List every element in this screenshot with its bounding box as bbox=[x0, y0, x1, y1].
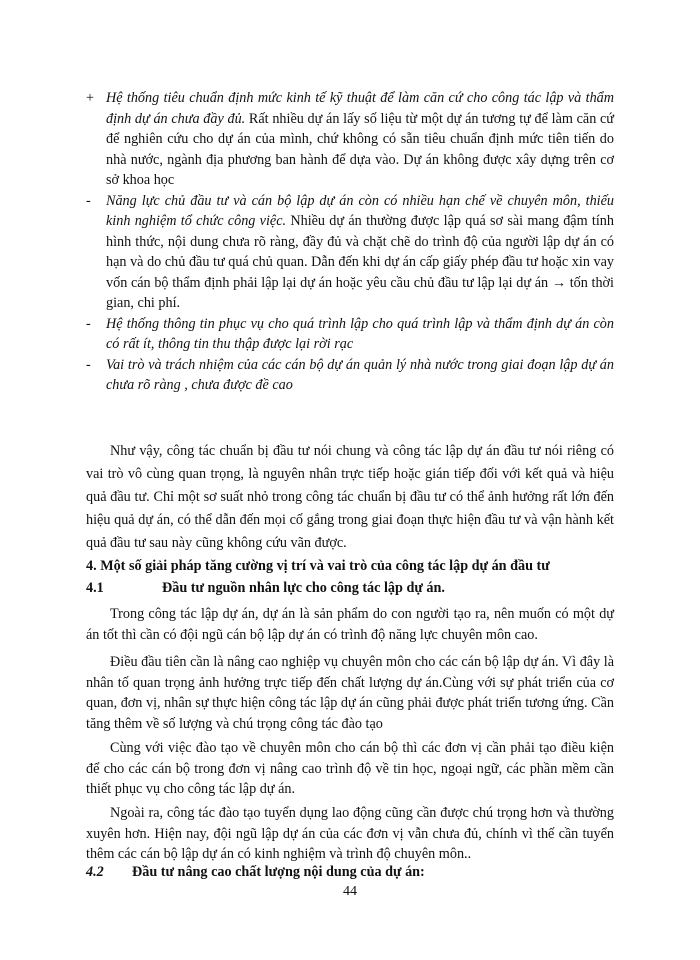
bullet-body-text: Rất nhiều dự án lấy số liệu từ một dự án tương tự để làm căn cứ để nghiên cứu cho dự án của mình, chứ không có sẵn tiêu chuẩn định mức tiên tiến do nhà nước, ngành địa phương ban hành để dựa vào. Dự án không được xây dựng trên cơ sở khoa học bbox=[106, 110, 614, 188]
bullet-body-text: Nhiều dự án thường được lập quá sơ sài mang đậm tính hình thức, nội dung chưa rõ ràng, đầy đủ và chặt chẽ do trình độ của người lập dự án có hạn và do chủ đầu tư quá chủ quan. Dẫn đến khi dự án cấp giấy phép đầu tư hoặc xin vay vốn cán bộ thẩm định phải lập lại dự án hoặc yêu cầu chủ đầu tư lập lại dự án → tốn thời gian, chi phí. bbox=[106, 213, 614, 311]
section-4-2-number: 4.2 bbox=[86, 864, 104, 880]
body-paragraph: Cùng với việc đào tạo về chuyên môn cho cán bộ thì các đơn vị cần phải tạo điều kiện để cho các cán bộ trong đơn vị nâng cao trình độ về tin học, ngoại ngữ, các phần mềm cần thiết phục vụ cho công tác lập dự án. bbox=[86, 740, 614, 797]
bullet-italic-text: Hệ thống tiêu chuẩn định mức kinh tế kỹ thuật để làm căn cứ cho công tác lập và thẩm định dự án chưa đầy đủ. bbox=[106, 90, 614, 127]
section-4-2-title: Đầu tư nâng cao chất lượng nội dung của dự án: bbox=[132, 864, 425, 880]
section-4-1-title: Đầu tư nguồn nhân lực cho công tác lập dự án. bbox=[162, 580, 445, 596]
section-4-2-heading bbox=[86, 862, 614, 883]
body-paragraph: Trong công tác lập dự án, dự án là sản phẩm do con người tạo ra, nên muốn có một dự án tốt thì cần có đội ngũ cán bộ lập dự án có trình độ năng lực chuyên môn cao. bbox=[86, 606, 614, 643]
body-paragraph: Điều đầu tiên cần là nâng cao nghiệp vụ chuyên môn cho các cán bộ lập dự án. Vì đây là nhân tố quan trọng ảnh hưởng trực tiếp đến chất lượng dự án.Cùng với sự phát triển của cơ quan, đơn vị, nhân sự thực hiện công tác lập dự án cũng phải được phát triển tương ứng. Cần tăng thêm về số lượng và chú trọng công tác đào tạo bbox=[86, 654, 614, 732]
page-number: 44 bbox=[343, 884, 357, 899]
section-4-heading: 4. Một số giải pháp tăng cường vị trí và vai trò của công tác lập dự án đầu tư bbox=[86, 558, 550, 574]
bullet-italic-text: Năng lực chủ đầu tư và cán bộ lập dự án còn có nhiều hạn chế về chuyên môn, thiếu kinh nghiệm tổ chức công việc. bbox=[106, 192, 614, 229]
bullet-list bbox=[86, 88, 614, 396]
bullet-marker: - bbox=[86, 192, 91, 209]
bullet-italic-text: Vai trò và trách nhiệm của các cán bộ dự án quản lý nhà nước trong giai đoạn lập dự án chưa rõ ràng , chưa được đề cao bbox=[106, 356, 614, 393]
bullet-marker: - bbox=[86, 356, 91, 373]
bullet-item bbox=[86, 355, 614, 396]
bullet-item bbox=[86, 88, 614, 191]
section-4-1-number: 4.1 bbox=[86, 580, 104, 596]
bullet-italic-text: Hệ thống thông tin phục vụ cho quá trình lập cho quá trình lập và thẩm định dự án còn có rất ít, thông tin thu thập được lại rời rạc bbox=[106, 315, 614, 352]
bullet-item bbox=[86, 314, 614, 355]
summary-paragraph: Như vậy, công tác chuẩn bị đầu tư nói chung và công tác lập dự án đầu tư nói riêng có vai trò vô cùng quan trọng, là nguyên nhân trực tiếp hoặc gián tiếp đối với kết quả và hiệu quả đầu tư. Chỉ một sơ suất nhỏ trong công tác chuẩn bị đầu tư có thể ảnh hưởng rất lớn đến hiệu quả dự án, có thể dẫn đến mọi cố gắng trong giai đoạn thực hiện đầu tư và vận hành kết quả đầu tư sau này cũng không cứu vãn được. bbox=[86, 443, 614, 551]
bullet-marker: + bbox=[86, 90, 95, 106]
bullet-marker: - bbox=[86, 315, 91, 332]
body-paragraph: Ngoài ra, công tác đào tạo tuyển dụng lao động cũng cần được chú trọng hơn và thường xuyên hơn. Hiện nay, đội ngũ lập dự án của các đơn vị vẫn chưa đủ, chính vì thế cần tuyển thêm các cán bộ lập dự án có kinh nghiệm và trình độ chuyên môn.. bbox=[86, 805, 614, 862]
bullet-item bbox=[86, 191, 614, 314]
section-4-1-heading bbox=[86, 578, 614, 599]
